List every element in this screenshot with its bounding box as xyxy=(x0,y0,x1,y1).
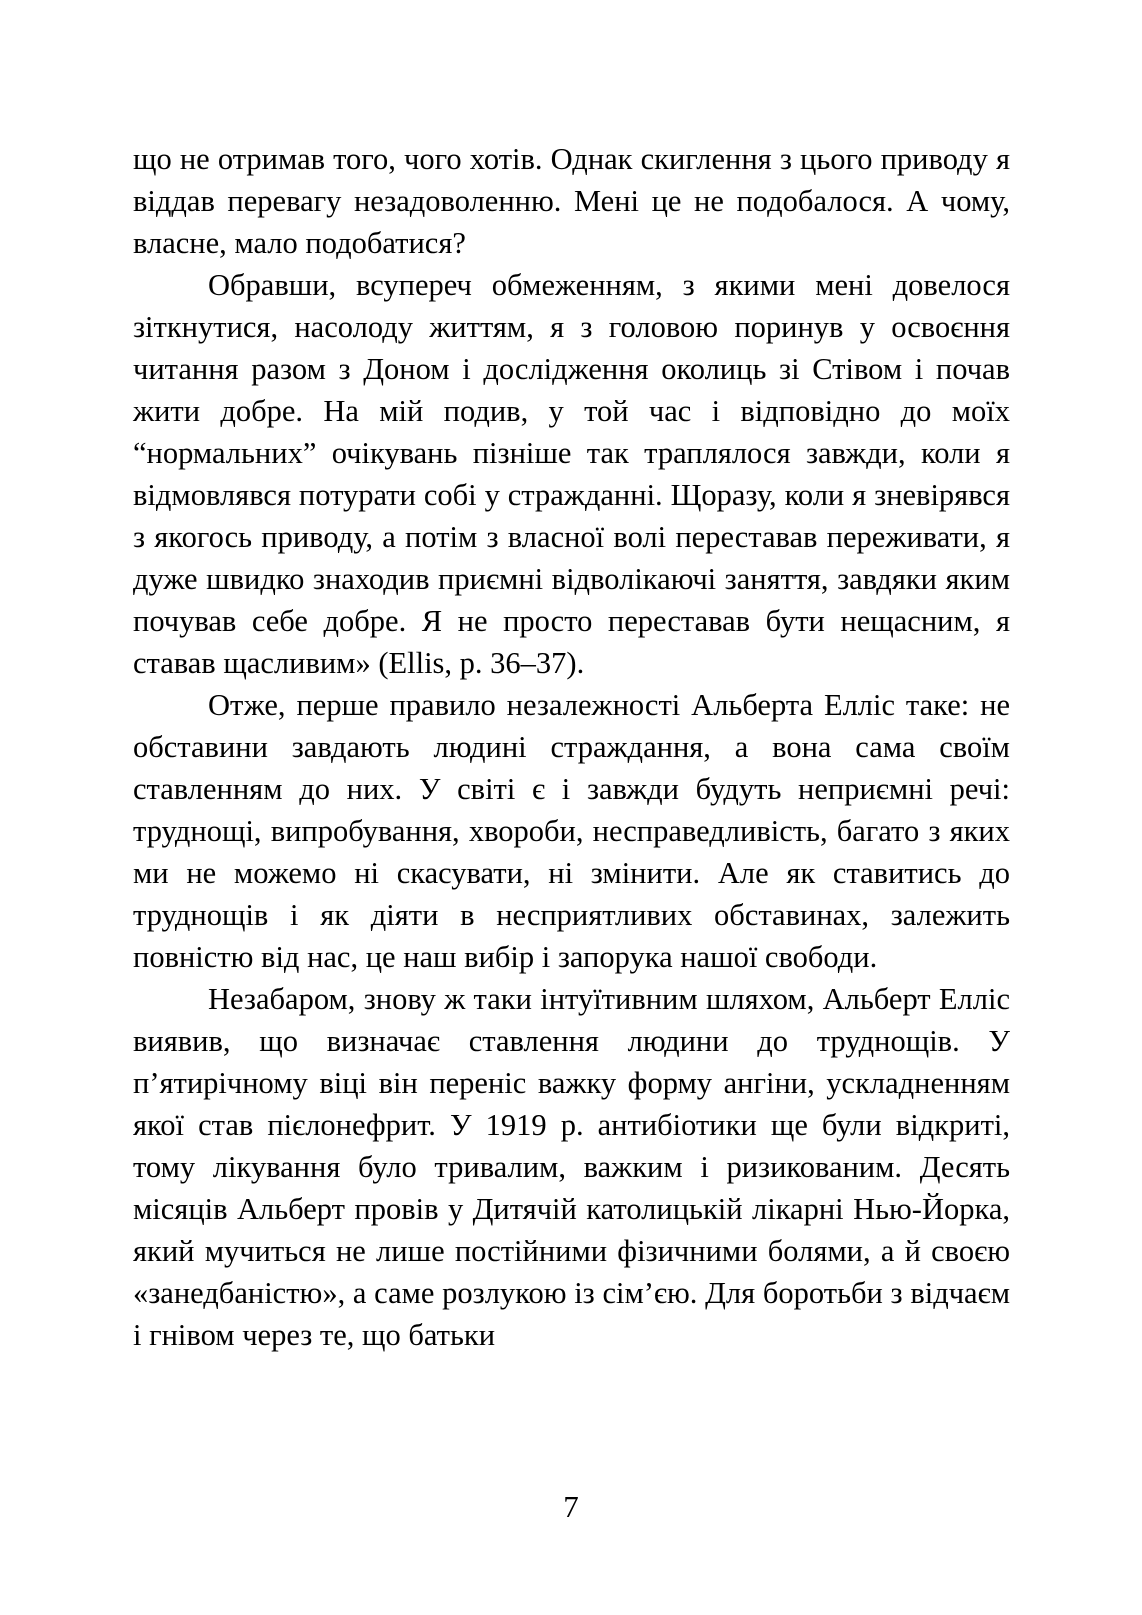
paragraph-1: що не отримав того, чого хотів. Однак скиглення з цього приводу я віддав перевагу незадоволенню. Мені це не подобалося. А чому, власне, мало подобатися? xyxy=(133,142,1010,260)
paragraph-4: Незабаром, знову ж таки інтуїтивним шляхом, Альберт Елліс виявив, що визначає ставлення людини до труднощів. У п’ятирічному віці він переніс важку форму ангіни, ускладненням якої став пієлонефрит. У 1919 р. антибіотики ще були відкриті, тому лікування було тривалим, важким і ризикованим. Десять місяців Альберт провів у Дитячій католицькій лікарні Нью-Йорка, який мучиться не лише постійними фізичними болями, а й своєю «занедбаністю», а саме розлукою із сім’єю. Для боротьби з відчаєм і гнівом через те, що батьки xyxy=(133,982,1010,1352)
paragraph-3: Отже, перше правило незалежності Альберта Елліс таке: не обставини завдають людині страждання, а вона сама своїм ставленням до них. У світі є і завжди будуть неприємні речі: труднощі, випробування, хвороби, несправедливість, багато з яких ми не можемо ні скасувати, ні змінити. Але як ставитись до труднощів і як діяти в несприятливих обставинах, залежить повністю від нас, це наш вибір і запорука нашої свободи. xyxy=(133,688,1010,974)
page-number: 7 xyxy=(563,1489,579,1524)
page-text-block xyxy=(133,138,1010,1356)
paragraph-2: Обравши, всупереч обмеженням, з якими мені довелося зіткнутися, насолоду життям, я з головою поринув у освоєння читання разом з Доном і дослідження околиць зі Стівом і почав жити добре. На мій подив, у той час і відповідно до моїх “нормальних” очікувань пізніше так траплялося завжди, коли я відмовлявся потурати собі у стражданні. Щоразу, коли я зневірявся з якогось приводу, а потім з власної волі переставав переживати, я дуже швидко знаходив приємні відволікаючі заняття, завдяки яким почував себе добре. Я не просто переставав бути нещасним, я ставав щасливим» (Ellis, p. 36–37). xyxy=(133,268,1010,680)
